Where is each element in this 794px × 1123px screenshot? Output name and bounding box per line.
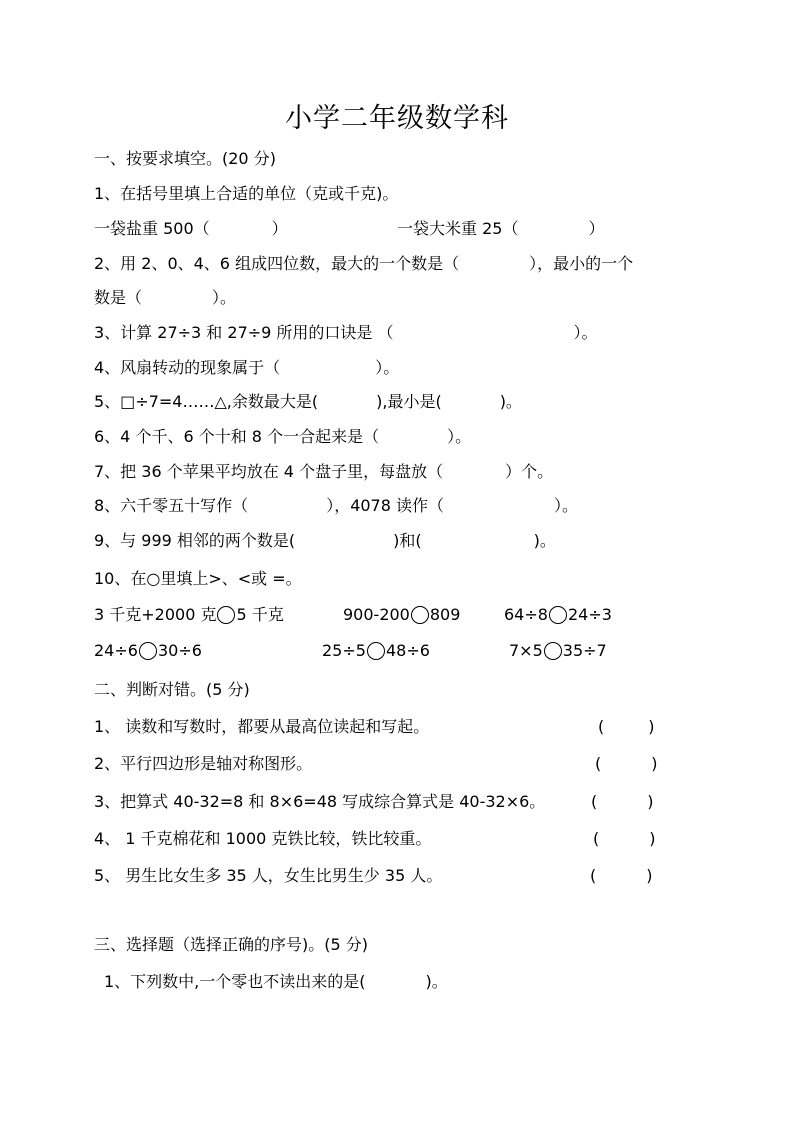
compare-circle[interactable] (217, 606, 235, 624)
compare-circle[interactable] (544, 642, 562, 660)
question-10: 10、在○里填上>、<或 =。 (94, 569, 302, 588)
paren-close: ) (649, 829, 656, 848)
compare-left: 900-200 (343, 605, 410, 624)
section1-heading: 一、按要求填空。(20 分) (94, 149, 276, 168)
compare-circle[interactable] (411, 606, 429, 624)
question-9-text-c: )。 (533, 531, 556, 550)
choice-question-1-text-b: )。 (425, 972, 448, 991)
question-2-line1 (94, 253, 633, 275)
question-1b-text: 一袋大米重 25（ (397, 219, 519, 238)
question-2-text: 2、用 2、0、4、6 组成四位数，最大的一个数是（ (94, 254, 460, 273)
question-1a (94, 218, 288, 240)
compare-circle[interactable] (139, 642, 157, 660)
compare-left: 7×5 (509, 641, 543, 660)
question-6-text: 6、4 个千、6 个十和 8 个一合起来是（ (94, 427, 380, 446)
compare-left: 64÷8 (504, 605, 548, 624)
paren-open: ( (598, 717, 605, 736)
paren-open: ( (591, 792, 598, 811)
paren-open: ( (590, 866, 597, 885)
compare-circle[interactable] (367, 642, 385, 660)
judge-answer-2[interactable] (595, 753, 658, 775)
question-2-text-d: ）。 (212, 288, 237, 307)
compare-item (509, 640, 607, 662)
choice-question-1 (104, 971, 448, 993)
paren-close: ) (648, 717, 655, 736)
question-4-text: 4、风扇转动的现象属于（ (94, 358, 281, 377)
question-8-text-c: ）。 (554, 496, 579, 515)
paren-close: ） (588, 219, 605, 238)
question-3 (94, 322, 598, 344)
question-6-text-b: ）。 (447, 427, 472, 446)
question-8 (94, 495, 578, 517)
paren-close: ) (646, 866, 653, 885)
question-5 (94, 391, 522, 413)
question-9-text-b: )和( (393, 531, 422, 550)
question-8-text: 8、六千零五十写作（ (94, 496, 249, 515)
page-title: 小学二年级数学科 (285, 103, 509, 134)
question-5-text-b: ),最小是( (376, 392, 442, 411)
compare-item (94, 640, 202, 662)
judge-item-3: 3、把算式 40-32=8 和 8×6=48 写成综合算式是 40-32×6。 (94, 792, 546, 811)
question-4-text-b: ）。 (375, 358, 400, 377)
judge-item-4: 4、 1 千克棉花和 1000 克铁比较，铁比较重。 (94, 829, 432, 848)
question-3-text-b: ）。 (573, 323, 598, 342)
paren-open: ( (593, 829, 600, 848)
compare-item (504, 604, 612, 626)
question-5-text-c: )。 (499, 392, 522, 411)
section3-heading: 三、选择题（选择正确的序号)。(5 分) (94, 935, 368, 954)
judge-item-5: 5、 男生比女生多 35 人，女生比男生少 35 人。 (94, 866, 443, 885)
question-9 (94, 530, 556, 552)
judge-answer-1[interactable] (598, 716, 655, 738)
compare-left: 24÷6 (94, 641, 138, 660)
paren-close: ） (271, 219, 288, 238)
compare-right: 30÷6 (157, 641, 202, 660)
question-7-text-b: ）个。 (505, 462, 554, 481)
paren-close: ) (647, 792, 654, 811)
choice-question-1-text: 1、下列数中,一个零也不读出来的是( (104, 972, 366, 991)
paren-close: ) (651, 754, 658, 773)
question-5-text: 5、□÷7=4……△,余数最大是( (94, 392, 319, 411)
section2-heading: 二、判断对错。(5 分) (94, 680, 250, 699)
question-7-text: 7、把 36 个苹果平均放在 4 个盘子里，每盘放（ (94, 462, 444, 481)
question-3-text: 3、计算 27÷3 和 27÷9 所用的口诀是 （ (94, 323, 394, 342)
paren-open: ( (595, 754, 602, 773)
compare-item (322, 640, 430, 662)
question-6 (94, 426, 471, 448)
judge-answer-3[interactable] (591, 791, 654, 813)
compare-circle[interactable] (549, 606, 567, 624)
compare-right: 35÷7 (562, 641, 607, 660)
question-1b (397, 218, 604, 240)
question-8-text-b: ），4078 读作（ (326, 496, 444, 515)
question-1a-text: 一袋盐重 500（ (94, 219, 210, 238)
compare-right: 809 (429, 605, 461, 624)
question-7 (94, 461, 553, 483)
judge-answer-5[interactable] (590, 865, 653, 887)
question-2-text-c: 数是（ (94, 288, 143, 307)
question-2-text-b: ），最小的一个 (529, 254, 634, 273)
compare-item (343, 604, 460, 626)
compare-right: 48÷6 (385, 641, 430, 660)
judge-answer-4[interactable] (593, 828, 656, 850)
question-2-line2 (94, 287, 236, 309)
judge-item-2: 2、平行四边形是轴对称图形。 (94, 754, 313, 773)
compare-item (94, 604, 284, 626)
question-4 (94, 357, 399, 379)
compare-right: 24÷3 (567, 605, 612, 624)
compare-left: 3 千克+2000 克 (94, 605, 217, 624)
judge-item-1: 1、 读数和写数时，都要从最高位读起和写起。 (94, 717, 430, 736)
compare-left: 25÷5 (322, 641, 366, 660)
question-1: 1、在括号里填上合适的单位（克或千克)。 (94, 184, 399, 203)
compare-right: 5 千克 (236, 605, 284, 624)
question-9-text: 9、与 999 相邻的两个数是( (94, 531, 296, 550)
